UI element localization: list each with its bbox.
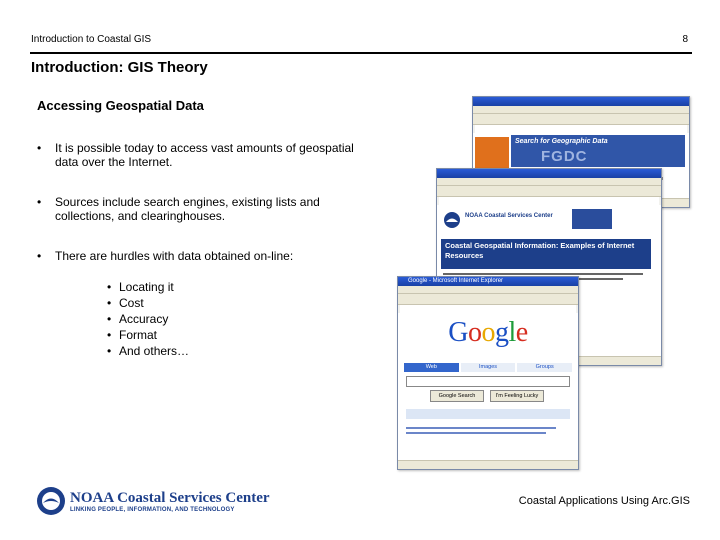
screenshot-google-browser bbox=[397, 276, 579, 470]
bullet-glyph: • bbox=[107, 280, 112, 294]
window-toolbar bbox=[437, 186, 661, 197]
bullet-glyph: • bbox=[107, 296, 112, 310]
noaa-heading: Coastal Geospatial Information: Examples of Internet Resources bbox=[441, 239, 651, 269]
sub-bullet-text: Format bbox=[119, 328, 158, 342]
google-tab-images[interactable]: Images bbox=[461, 363, 516, 372]
page-number: 8 bbox=[682, 34, 688, 45]
google-search-input[interactable] bbox=[406, 376, 570, 387]
sub-bullet-text: Cost bbox=[119, 296, 144, 310]
slide-title: Introduction: GIS Theory bbox=[31, 59, 208, 76]
bullet-glyph: • bbox=[37, 195, 42, 209]
link-line bbox=[406, 432, 546, 434]
bullet-glyph: • bbox=[107, 312, 112, 326]
noaa-emblem-icon bbox=[443, 211, 461, 229]
window-toolbar bbox=[398, 294, 578, 305]
fgdc-banner bbox=[511, 135, 685, 167]
google-tab-web[interactable]: Web bbox=[404, 363, 459, 372]
window-menubar bbox=[473, 106, 689, 114]
window-status-bar bbox=[398, 460, 578, 469]
bullet-text: There are hurdles with data obtained on-line: bbox=[55, 249, 294, 263]
bullet-glyph: • bbox=[37, 249, 42, 263]
footer-tagline: LINKING PEOPLE, INFORMATION, AND TECHNOLOGY bbox=[70, 507, 235, 513]
bullet-text: Sources include search engines, existing lists and collections, and clearinghouses. bbox=[55, 195, 320, 223]
sub-bullet-text: And others… bbox=[119, 344, 190, 358]
google-tab-groups[interactable]: Groups bbox=[517, 363, 572, 372]
bullet-item bbox=[37, 195, 367, 225]
footer-org-name: NOAA Coastal Services Center bbox=[70, 490, 270, 506]
window-toolbar bbox=[473, 114, 689, 125]
fgdc-banner-text: Search for Geographic Data bbox=[515, 138, 608, 145]
google-lucky-button[interactable]: I'm Feeling Lucky bbox=[490, 390, 544, 402]
slide-subtitle: Accessing Geospatial Data bbox=[37, 98, 204, 113]
text-line bbox=[443, 273, 643, 275]
window-titlebar bbox=[473, 97, 689, 106]
google-logo: Google bbox=[448, 317, 528, 348]
window-menubar bbox=[437, 178, 661, 186]
window-content bbox=[398, 313, 578, 461]
header-course-title: Introduction to Coastal GIS bbox=[31, 34, 152, 45]
sub-bullet-text: Accuracy bbox=[119, 312, 169, 326]
bullet-text: It is possible today to access vast amounts of geospatial data over the Internet. bbox=[55, 141, 354, 169]
noaa-header-box bbox=[572, 209, 612, 229]
sub-bullet-text: Locating it bbox=[119, 280, 174, 294]
footer-course-name: Coastal Applications Using Arc.GIS bbox=[518, 495, 690, 507]
google-tabs bbox=[404, 363, 572, 372]
google-search-button[interactable]: Google Search bbox=[430, 390, 484, 402]
bullet-glyph: • bbox=[37, 141, 42, 155]
bullet-item bbox=[37, 141, 367, 171]
bullet-glyph: • bbox=[107, 328, 112, 342]
link-line bbox=[406, 427, 556, 429]
bullet-glyph: • bbox=[107, 344, 112, 358]
header-rule bbox=[30, 52, 692, 54]
window-titlebar: Google - Microsoft Internet Explorer bbox=[398, 277, 578, 286]
fgdc-logo: FGDC bbox=[541, 148, 588, 165]
noaa-org-name: NOAA Coastal Services Center bbox=[465, 213, 553, 219]
window-menubar bbox=[398, 286, 578, 294]
bullet-item bbox=[37, 249, 367, 265]
window-titlebar bbox=[437, 169, 661, 178]
google-notice-bar bbox=[406, 409, 570, 419]
noaa-logo-icon bbox=[36, 486, 66, 516]
